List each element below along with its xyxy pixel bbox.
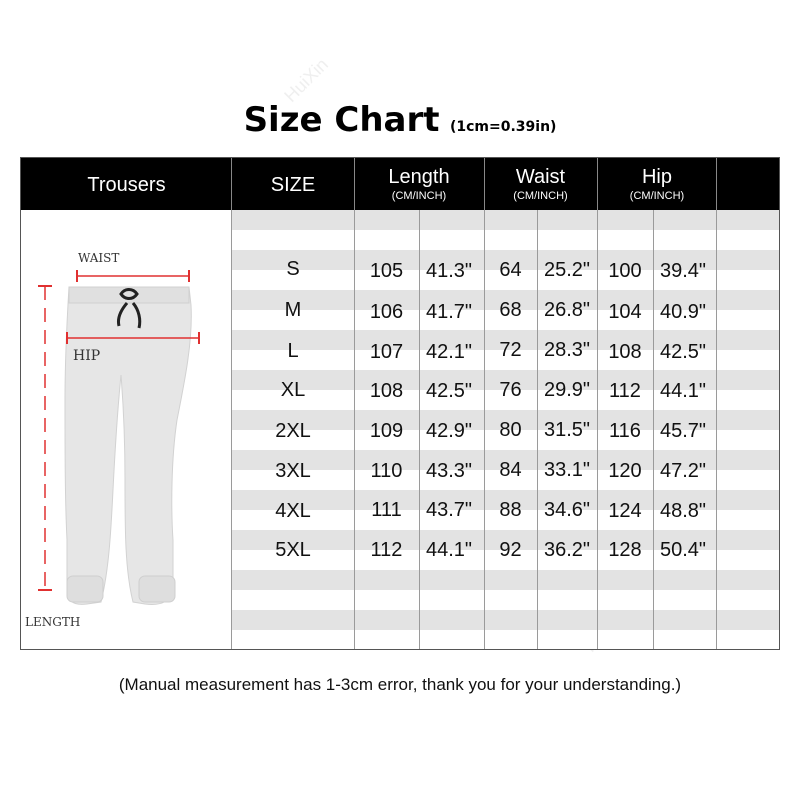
hip-in-cell: 48.8"	[660, 500, 707, 522]
waist-in-cell: 26.8"	[544, 299, 591, 321]
size-cell: 2XL	[275, 420, 311, 442]
header-hip: Hip (CM/INCH)	[629, 166, 685, 202]
waist-cm-cell: 76	[499, 379, 522, 401]
header-length: Length (CM/INCH)	[388, 166, 450, 202]
size-cell: 4XL	[275, 500, 311, 522]
header-product: Trousers	[87, 174, 166, 196]
length-cm-cell: 107	[369, 341, 404, 363]
waist-in-cell: 25.2"	[544, 259, 591, 281]
waist-in-cell: 34.6"	[544, 499, 591, 521]
size-cell: L	[287, 340, 299, 362]
trousers-figure	[21, 210, 231, 649]
hip-label: HIP	[73, 348, 101, 364]
hip-cm-cell: 100	[608, 260, 642, 282]
hip-cm-cell: 104	[608, 301, 642, 323]
length-in-cell: 42.9"	[426, 420, 473, 442]
size-cell: 3XL	[275, 460, 311, 482]
waist-cm-cell: 68	[499, 299, 522, 321]
length-in-cell: 43.7"	[426, 499, 473, 521]
waist-in-cell: 29.9"	[544, 379, 591, 401]
hip-cm-cell: 128	[608, 539, 642, 561]
waist-cm-cell: 72	[499, 339, 522, 361]
waist-cm-cell: 64	[499, 259, 522, 281]
hip-cm-cell: 108	[608, 341, 642, 363]
title-unit-note: (1cm=0.39in)	[449, 119, 557, 135]
waist-label: WAIST	[78, 251, 120, 265]
hip-in-cell: 50.4"	[660, 539, 707, 561]
table-header	[21, 158, 779, 210]
hip-cm-cell: 116	[609, 420, 641, 442]
waist-in-cell: 33.1"	[544, 459, 591, 481]
size-cell: 5XL	[275, 539, 311, 561]
header-waist: Waist (CM/INCH)	[513, 166, 568, 202]
title-main: Size Chart	[243, 100, 440, 140]
waist-in-cell: 36.2"	[544, 539, 591, 561]
hip-in-cell: 42.5"	[660, 341, 707, 363]
size-cell: M	[284, 299, 302, 321]
hip-in-cell: 44.1"	[660, 380, 707, 402]
size-cell: XL	[280, 379, 306, 401]
hip-in-cell: 47.2"	[660, 460, 707, 482]
waist-in-cell: 28.3"	[544, 339, 591, 361]
hip-cm-cell: 112	[609, 380, 641, 402]
waist-in-cell: 31.5"	[544, 419, 591, 441]
hip-in-cell: 45.7"	[660, 420, 707, 442]
length-cm-cell: 105	[369, 260, 404, 282]
waist-cm-cell: 92	[499, 539, 522, 561]
hip-cm-cell: 124	[608, 500, 642, 522]
waist-cm-cell: 84	[499, 459, 522, 481]
length-cm-cell: 108	[369, 380, 404, 402]
length-in-cell: 41.7"	[426, 301, 473, 323]
length-in-cell: 44.1"	[426, 539, 473, 561]
hip-in-cell: 40.9"	[660, 301, 707, 323]
waist-cm-cell: 80	[499, 419, 522, 441]
length-cm-cell: 112	[370, 539, 403, 561]
length-in-cell: 41.3"	[426, 260, 473, 282]
size-cell: S	[286, 258, 300, 280]
length-cm-cell: 106	[369, 301, 404, 323]
watermark: HuiXin	[280, 54, 332, 106]
length-in-cell: 42.5"	[426, 380, 473, 402]
length-cm-cell: 109	[369, 420, 404, 442]
length-cm-cell: 110	[370, 460, 403, 482]
length-in-cell: 43.3"	[426, 460, 473, 482]
hip-cm-cell: 120	[608, 460, 642, 482]
measurement-note: (Manual measurement has 1-3cm error, thank you for your understanding.)	[118, 675, 682, 694]
page-title	[0, 100, 800, 140]
length-cm-cell: 111	[371, 499, 402, 521]
length-in-cell: 42.1"	[426, 341, 473, 363]
header-size: SIZE	[270, 174, 316, 196]
size-chart-table	[20, 157, 780, 650]
hip-in-cell: 39.4"	[660, 260, 707, 282]
trousers-illustration	[21, 210, 231, 649]
waist-cm-cell: 88	[499, 499, 522, 521]
length-label: LENGTH	[25, 615, 81, 629]
